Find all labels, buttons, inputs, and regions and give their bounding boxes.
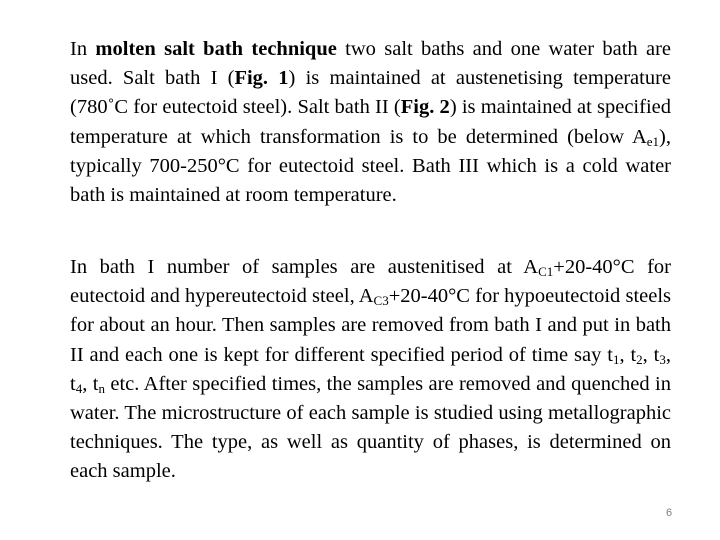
subscript-4: 4 (75, 380, 83, 396)
paragraph-salt-bath-technique (70, 35, 671, 210)
text-segment: ) is maintained at specified temperature at which transformation is to be determined (below A (70, 96, 672, 148)
text-segment: +20-40°C for eutectoid and hypereutectoid steel, A (70, 256, 672, 308)
text-segment: etc. After specified times, the samples are removed and quenched in water. The microstructure of each sample is studied using metallographic techniques. The type, as well as quantity of phases, is determined on each sample. (70, 372, 671, 483)
text-segment: two salt baths and one water bath are used. Salt bath I ( (70, 38, 672, 90)
page-number: 6 (666, 507, 673, 519)
figure-ref-1: Fig. 1 (234, 67, 289, 90)
text-segment: +20-40°C for hypoeutectoid steels for about an hour. Then samples are removed from bath I and put in bath II and each one is kept for different specified period of time say t (70, 285, 672, 366)
paragraph-bath-procedure (70, 253, 671, 487)
text-segment: In (70, 38, 96, 60)
figure-ref-2: Fig. 2 (400, 96, 450, 119)
subscript-n: n (98, 380, 105, 396)
subscript-1: 1 (612, 351, 620, 367)
text-segment: , t (642, 343, 660, 366)
text-segment: In bath I number of samples are austenitised at A (70, 256, 539, 278)
text-segment: , t (82, 372, 99, 395)
text-segment: , t (619, 343, 637, 366)
term-molten-salt-bath: molten salt bath technique (95, 38, 337, 60)
subscript-c1: C1 (538, 264, 554, 279)
subscript-e1: e1 (646, 133, 660, 149)
text-segment: ) is maintained at austenetising temperature (780˚C for eutectoid steel). Salt bath II ( (70, 67, 671, 119)
subscript-2: 2 (636, 351, 643, 367)
subscript-c3: C3 (373, 293, 389, 309)
text-segment: ), typically 700-250°C for eutectoid steel. Bath III which is a cold water bath is maintained at room temperature. (70, 125, 671, 207)
text-segment: , t (70, 343, 671, 395)
subscript-3: 3 (659, 351, 666, 367)
